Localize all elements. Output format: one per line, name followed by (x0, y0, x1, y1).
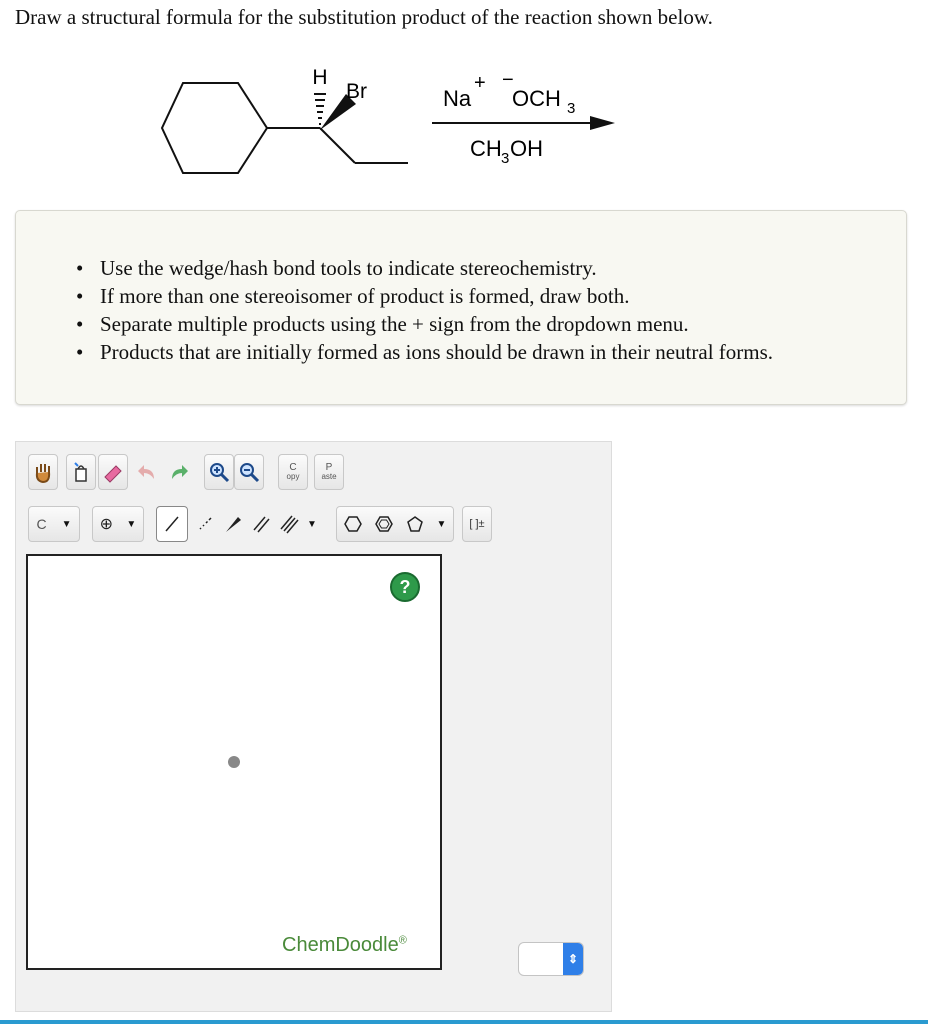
instructions-panel (15, 210, 907, 405)
brand-text: ChemDoodle (282, 934, 399, 956)
cyclohexane-ring (162, 83, 267, 173)
reaction-scheme (150, 58, 630, 188)
lasso-icon (72, 461, 90, 483)
eraser-icon (102, 461, 124, 483)
single-bond-icon (162, 514, 182, 534)
zoom-out-icon (238, 461, 260, 483)
registered-mark: ® (398, 934, 407, 947)
chevron-down-icon: ▼ (307, 518, 317, 530)
instruction-item: • Use the wedge/hash bond tools to indicate stereochemistry. (100, 254, 773, 282)
ethyl-bond-1 (320, 128, 355, 163)
solvent-tail: OH (510, 136, 543, 161)
charge-icon: ⊕ (99, 516, 114, 533)
cyclopentane-icon (406, 515, 424, 533)
bracket-icon: [ ]± (469, 518, 485, 530)
hand-icon (33, 461, 53, 483)
benzene-icon (375, 515, 393, 533)
redo-icon (168, 461, 190, 483)
lasso-button[interactable] (66, 454, 96, 490)
copy-button[interactable] (278, 454, 308, 490)
double-bond-icon (251, 514, 271, 534)
chemdoodle-editor (15, 441, 612, 1012)
canvas-dot (228, 756, 240, 768)
ring-template-group[interactable] (336, 506, 454, 542)
question-text: Draw a structural formula for the substitution product of the reaction shown below. (15, 5, 713, 29)
reagent-anion-subscript: 3 (567, 100, 576, 117)
pan-hand-button[interactable] (28, 454, 58, 490)
element-selector[interactable] (28, 506, 80, 542)
reagent-cation: Na (443, 86, 472, 111)
instructions-list (16, 254, 773, 366)
chevron-down-icon: ▼ (61, 518, 72, 530)
help-button[interactable]: ? (390, 572, 420, 602)
paste-button[interactable] (314, 454, 344, 490)
chemdoodle-logo (282, 934, 407, 957)
paste-label-bottom: aste (321, 472, 337, 481)
wedge-bond-icon (223, 514, 243, 534)
wedge-bond-tool[interactable] (218, 506, 248, 542)
bond-dropdown[interactable] (302, 506, 322, 542)
hash-bond-tool[interactable] (190, 506, 220, 542)
zoom-in-button[interactable] (204, 454, 234, 490)
instruction-item: • If more than one stereoisomer of product is formed, draw both. (100, 282, 773, 310)
h-atom-label: H (312, 66, 328, 89)
zoom-out-button[interactable] (234, 454, 264, 490)
copy-label-top: C (289, 462, 297, 473)
undo-icon (136, 461, 158, 483)
undo-button[interactable] (132, 454, 162, 490)
reaction-arrowhead (590, 116, 615, 130)
chevron-down-icon: ▼ (126, 518, 137, 530)
reagent-anion-charge: − (502, 69, 514, 91)
paste-label-top: P (325, 462, 333, 473)
single-bond-tool[interactable] (156, 506, 188, 542)
triple-bond-icon (279, 514, 299, 534)
updown-arrows-icon: ⇕ (563, 943, 583, 975)
br-atom-label: Br (346, 80, 367, 103)
double-bond-tool[interactable] (246, 506, 276, 542)
eraser-button[interactable] (98, 454, 128, 490)
redo-button[interactable] (164, 454, 194, 490)
hash-bond-icon (195, 514, 215, 534)
solvent-label: CH (470, 136, 502, 161)
bottom-divider (0, 1020, 928, 1024)
instruction-item: • Products that are initially formed as ions should be drawn in their neutral forms. (100, 338, 773, 366)
zoom-in-icon (208, 461, 230, 483)
copy-label-bottom: opy (286, 472, 300, 481)
solvent-subscript: 3 (501, 150, 510, 167)
chevron-down-icon: ▼ (436, 518, 447, 530)
cyclohexane-icon (344, 515, 362, 533)
answer-select[interactable] (518, 942, 584, 976)
instruction-item: • Separate multiple products using the + sign from the dropdown menu. (100, 310, 773, 338)
charge-selector[interactable] (92, 506, 144, 542)
reagent-anion: OCH (512, 86, 561, 111)
drawing-canvas[interactable] (26, 554, 442, 970)
triple-bond-tool[interactable] (274, 506, 304, 542)
reagent-cation-charge: + (474, 72, 486, 94)
element-label: C (36, 516, 47, 532)
bracket-button[interactable] (462, 506, 492, 542)
hash-bond (314, 94, 326, 124)
